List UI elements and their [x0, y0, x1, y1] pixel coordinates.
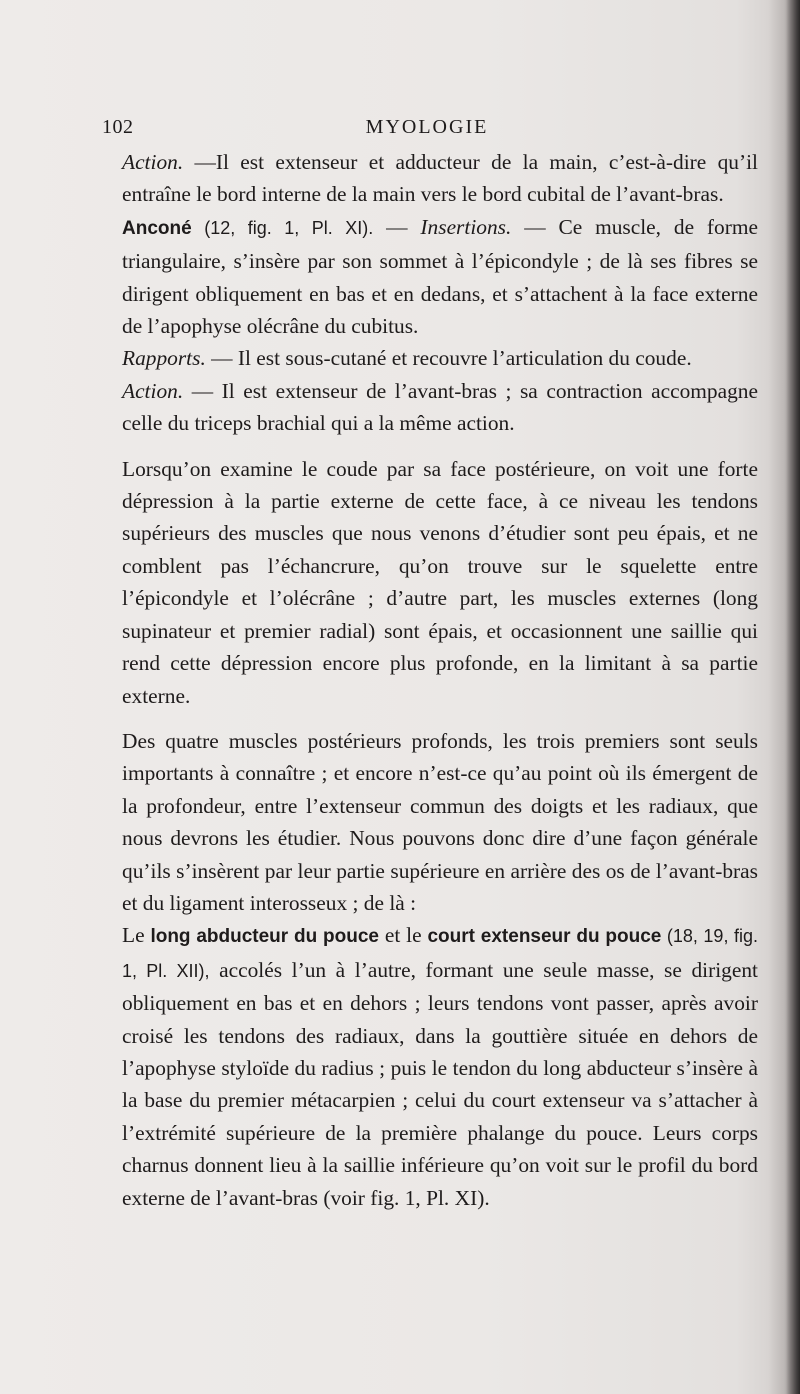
paragraph-text: —Il est extenseur et adducteur de la main, c’est-à-dire qu’il entraîne le bord interne de la main vers le bord cubital de l’avant-bras. [122, 150, 758, 207]
muscle-term: Anconé [122, 217, 192, 239]
paragraph-action-2 [102, 375, 758, 440]
paragraph-action-1 [102, 146, 758, 211]
muscle-term: court extenseur du pouce [427, 926, 662, 948]
paragraph-text: — Il est extenseur de l’avant-bras ; sa contraction accompagne celle du triceps brachial qui a la même action. [122, 378, 758, 436]
paragraph-text: — Ce muscle, de forme triangulaire, s’insère par son sommet à l’épicondyle ; de là ses fibres se dirigent obliquement en bas et en dedans, et s’attachent à la face externe de l’apophyse olécrâne du cubitus. [122, 214, 758, 339]
paragraph-text: accolés l’un à l’autre, formant une seule masse, se dirigent obliquement en bas et en dehors ; leurs tendons vont passer, après avoir croisé les tendons des radiaux, dans la gouttière située en dehors de l’apophyse styloïde du radius ; puis le tendon du long abducteur s’insère à la base du premier métacarpien ; celui du court extenseur va s’attacher à l’extrémité supérieure de la première phalange du pouce. Leurs corps charnus donnent lieu à la saillie inférieure qu’on voit sur le profil du bord externe de l’avant-bras (voir fig. 1, Pl. XI). [122, 957, 758, 1210]
figure-reference: (12, fig. 1, Pl. XI). [191, 217, 374, 238]
page-number: 102 [102, 116, 134, 138]
paragraph-coude [102, 453, 758, 712]
paragraph-abducteur [102, 919, 758, 1214]
paragraph-text: Lorsqu’on examine le coude par sa face postérieure, on voit une forte dépression à la partie externe de cette face, à ce niveau les tendons supérieurs des muscles que nous venons d’étudier sont peu épais, et ne comblent pas l’échancrure, qu’on trouve sur le squelette entre l’épicondyle et l’olécrâne ; d’autre part, les muscles externes (long supinateur et premier radial) sont épais, et occasionnent une saillie qui rend cette dépression encore plus profonde, en la limitant à sa partie externe. [122, 456, 758, 708]
dash: — [373, 214, 421, 239]
paragraph-ancone [102, 211, 758, 343]
figure-reference: (18, 19, fig. 1, Pl. XII), [122, 926, 758, 981]
section-label: Action. [122, 150, 184, 174]
paragraph-rapports [102, 342, 758, 374]
muscle-term: long abducteur du pouce [150, 926, 379, 948]
paragraph-conjunction: et le [378, 923, 428, 948]
paragraph-text: — Il est sous-cutané et recouvre l’articulation du coude. [205, 346, 692, 371]
paragraph-muscles-profonds [102, 725, 758, 919]
section-label: Rapports. [122, 346, 206, 371]
page-edge-shadow [786, 0, 800, 1394]
page-header [102, 116, 752, 140]
section-label: Insertions. [420, 214, 512, 239]
paragraph-text: Des quatre muscles postérieurs profonds, les trois premiers sont seuls importants à connaître ; et encore n’est-ce qu’au point où ils émergent de la profondeur, entre l’extenseur commun des doigts et les radiaux, que nous devrons les étudier. Nous pouvons donc dire d’une façon générale qu’ils s’insèrent par leur partie supérieure en arrière des os de l’avant-bras et du ligament interosseux ; de là : [122, 728, 758, 915]
running-head: MYOLOGIE [365, 116, 489, 138]
paragraph-prefix: Le [122, 923, 151, 948]
section-label: Action. [122, 378, 184, 403]
body-text [102, 146, 758, 1214]
